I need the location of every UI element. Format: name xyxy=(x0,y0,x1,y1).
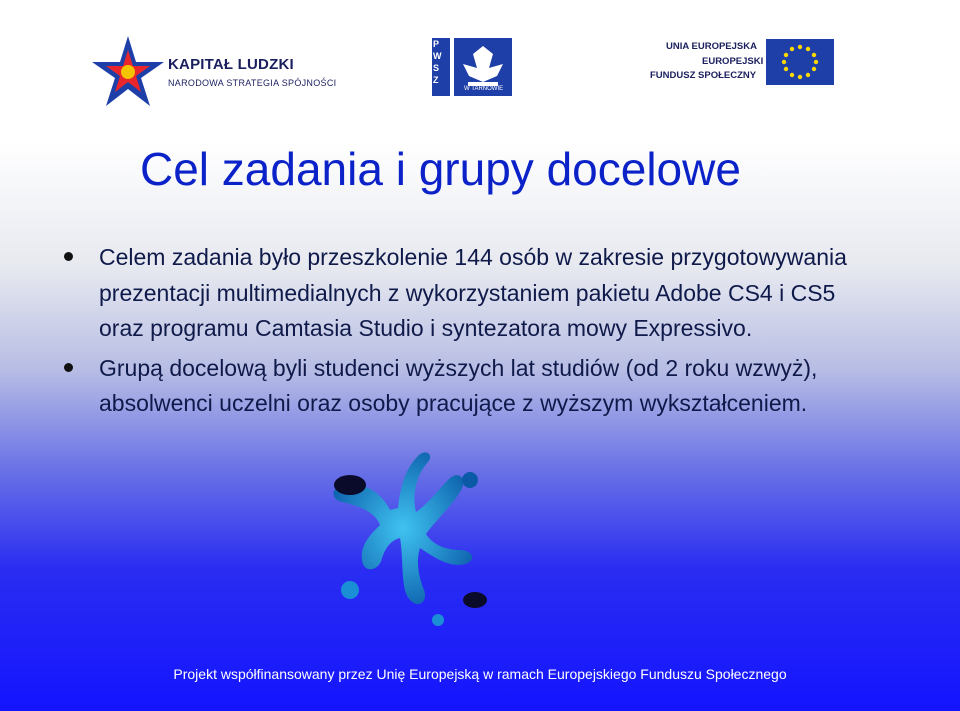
pwsz-logo xyxy=(420,30,525,106)
bullet-dot-icon xyxy=(64,252,73,261)
eu-flag-icon xyxy=(766,39,834,85)
kapital-ludzki-logo xyxy=(82,10,337,132)
bullet-item xyxy=(64,240,884,347)
pwsz-letters: PWSZ xyxy=(433,39,442,85)
eu-line-3: FUNDUSZ SPOŁECZNY xyxy=(650,70,757,81)
kapital-ludzki-title: KAPITAŁ LUDZKI xyxy=(168,56,294,73)
kapital-ludzki-emblem-icon xyxy=(88,32,168,112)
eu-line-2: EUROPEJSKI xyxy=(702,56,764,67)
pwsz-subtitle: W TARNOWIE xyxy=(464,86,504,92)
bullet-item xyxy=(64,351,884,422)
eu-logo xyxy=(638,23,850,101)
footer-text: Projekt współfinansowany przez Unię Europejską w ramach Europejskiego Funduszu Społecznego xyxy=(173,666,787,682)
bullet-text: Celem zadania było przeszkolenie 144 osób w zakresie przygotowywania prezentacji multimedialnych z wykorzystaniem pakietu Adobe CS4 i CS5 oraz programu Camtasia Studio i syntezatora mowy Expressivo. xyxy=(99,244,847,341)
slide-title: Cel zadania i grupy docelowe xyxy=(140,143,741,195)
bullet-list xyxy=(64,240,884,426)
paint-splash-icon xyxy=(320,450,500,640)
kapital-ludzki-subtitle: NARODOWA STRATEGIA SPÓJNOŚCI xyxy=(168,78,337,88)
bullet-dot-icon xyxy=(64,363,73,372)
bullet-text: Grupą docelową byli studenci wyższych lat studiów (od 2 roku wzwyż), absolwenci uczelni oraz osoby pracujące z wyższym wykształceniem. xyxy=(99,354,818,416)
eu-line-1: UNIA EUROPEJSKA xyxy=(666,41,757,52)
